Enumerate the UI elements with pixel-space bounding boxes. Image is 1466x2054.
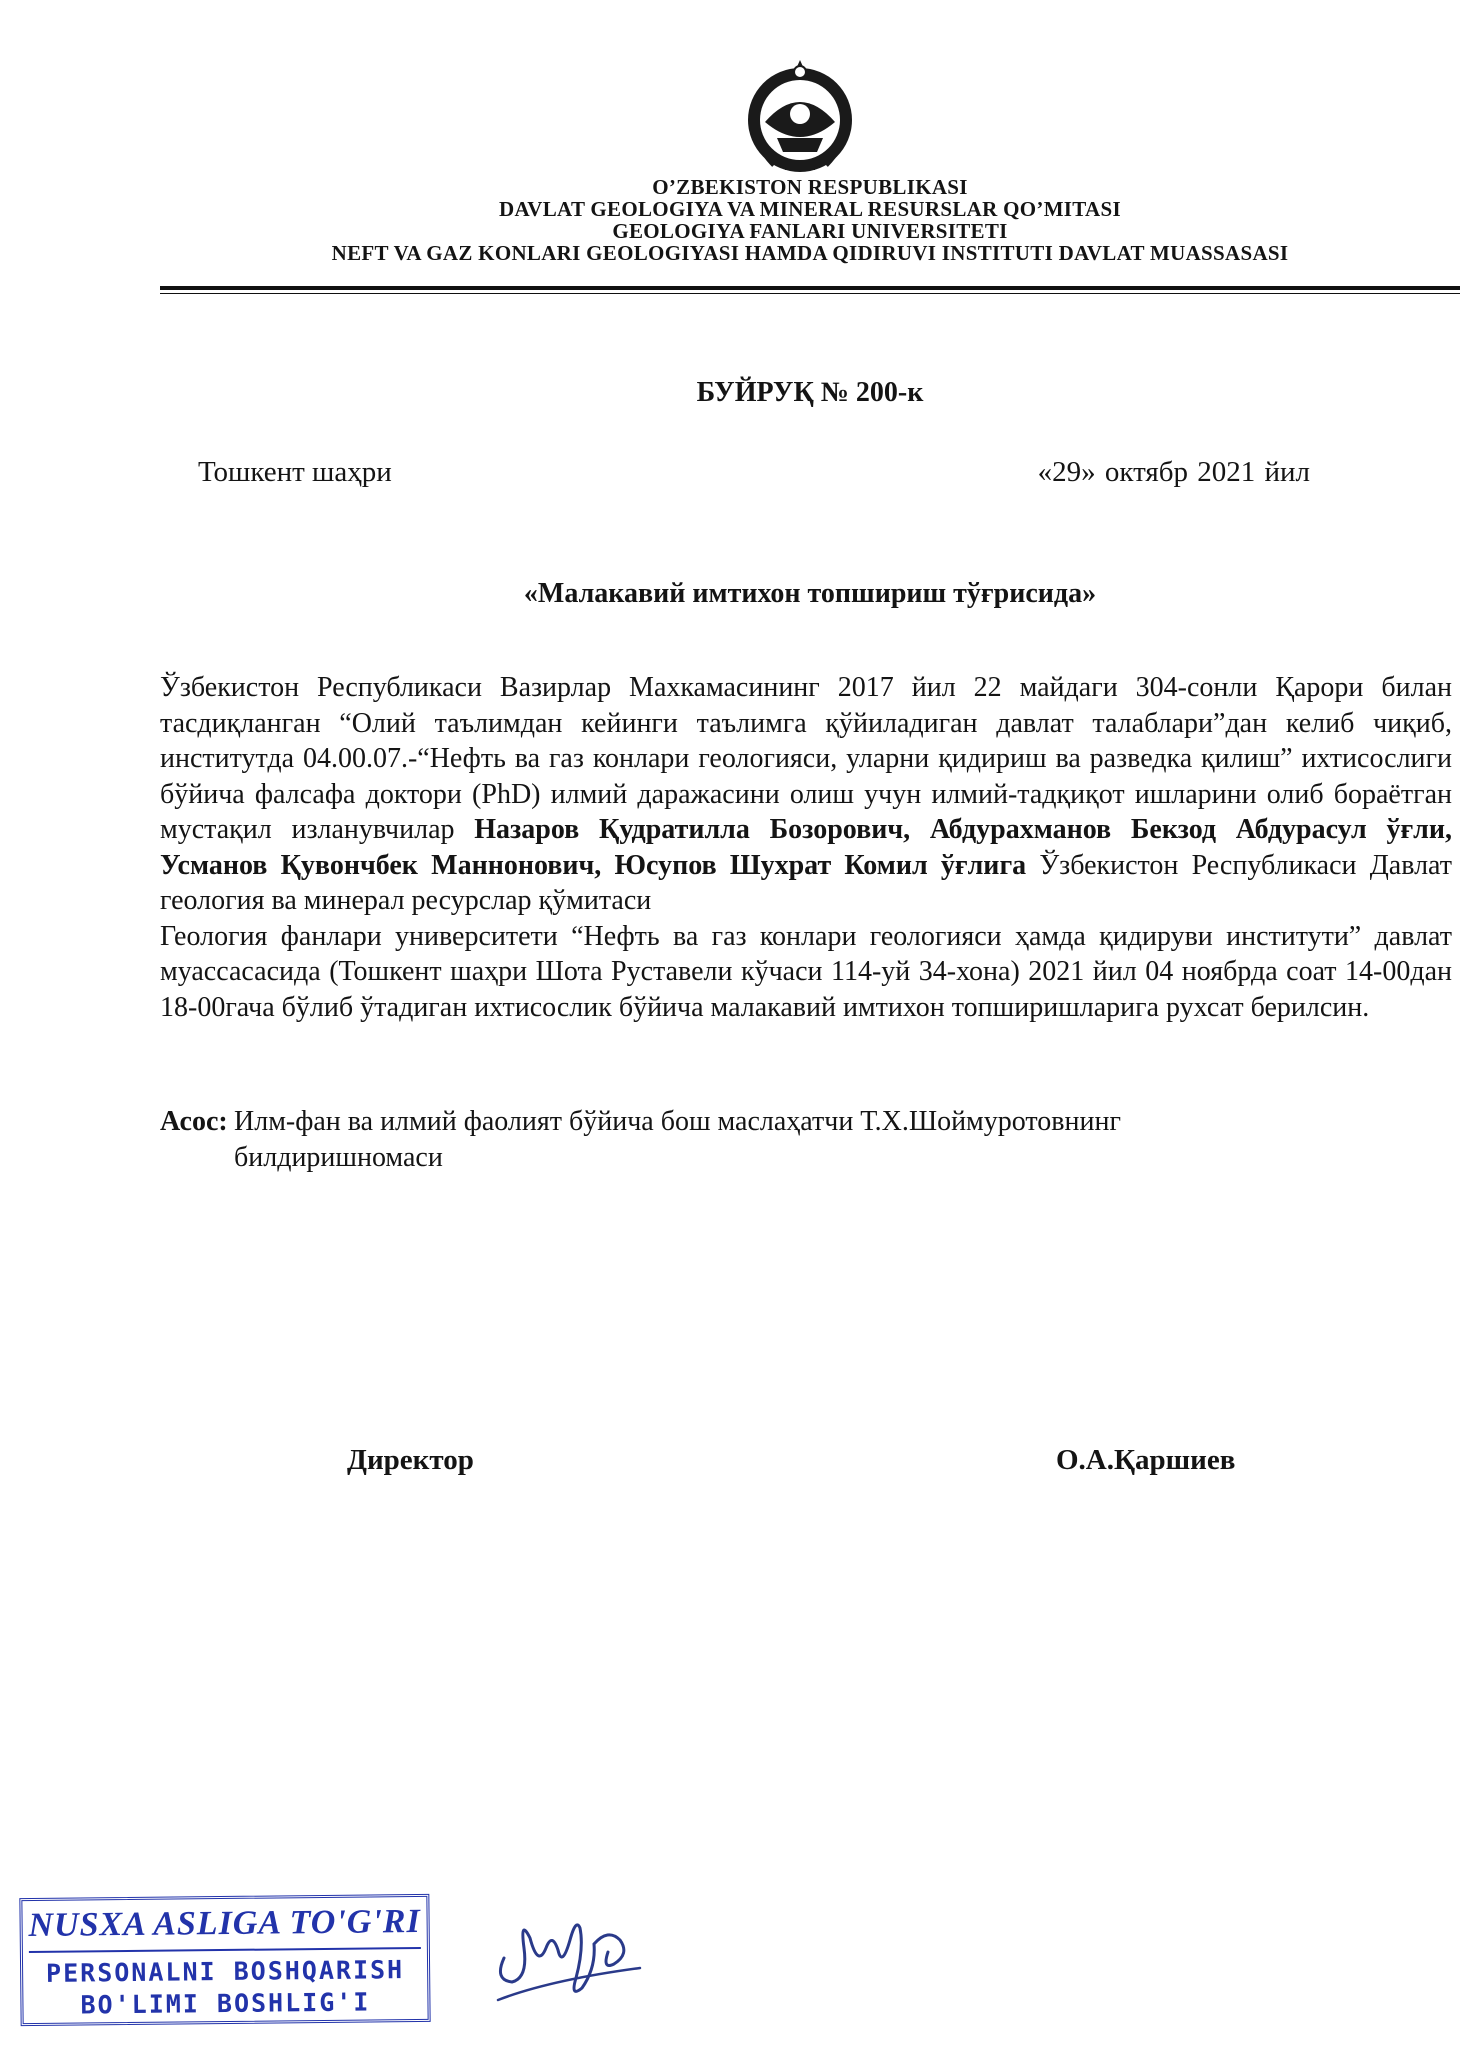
stamp-line-2: PERSONALNI BOSHQARISH: [45, 1955, 405, 1988]
order-title: БУЙРУҚ № 200-к: [696, 377, 924, 408]
stamp-line-3: BO'LIMI BOSHLIG'I: [80, 1987, 371, 2020]
header-divider: [160, 286, 1460, 290]
handwritten-signature: [490, 1888, 650, 2008]
signatory-name: О.А.Қаршиев: [1056, 1444, 1236, 1476]
body-text-intro: Ўзбекистон Республикаси Вазирлар Махкамасининг 2017 йил 22 майдаги 304-сонли Қарори билан тасдиқланган “Олий таълимдан кейинги таълимга қўйиладиган давлат талаблари”дан келиб чиқиб, институтда 04.00.07.-“Нефть ва газ конлари геологияси, уларни қидириш ва разведка қилиш” ихтисослиги бўйича фалсафа доктори (PhD) илмий даражасини олиш учун илмий-тадқиқот ишларини олиб бораётган мустақил изланувчилар: [160, 672, 1452, 845]
order-subject: «Малакавий имтихон топшириш тўғрисида»: [523, 578, 1097, 609]
order-body: [160, 670, 1452, 1025]
header-line: GEOLOGIYA FANLARI UNIVERSITETI: [612, 219, 1008, 243]
institution-header: [160, 176, 1460, 264]
header-line: DAVLAT GEOLOGIYA VA MINERAL RESURSLAR QO’MITASI: [499, 197, 1121, 221]
header-line: NEFT VA GAZ KONLARI GEOLOGIYASI HAMDA QIDIRUVI INSTITUTI DAVLAT MUASSASASI: [331, 241, 1289, 265]
state-emblem-icon: [735, 52, 865, 182]
basis-line-1: Илм-фан ва илмий фаолият бўйича бош маслаҳатчи Т.Х.Шоймуротовнинг: [234, 1106, 1121, 1137]
order-city: Тошкент шаҳри: [198, 456, 392, 488]
order-date: «29» октябр 2021 йил: [1037, 456, 1310, 488]
order-basis: [160, 1104, 1310, 1175]
header-line: O’ZBEKISTON RESPUBLIKASI: [652, 175, 968, 199]
basis-line-2: билдиришномаси: [234, 1141, 443, 1173]
body-paragraph-1: [160, 670, 1452, 919]
signatory-position: Директор: [347, 1444, 474, 1476]
header-divider-thin: [160, 293, 1460, 294]
stamp-line-1: NUSXA ASLIGA TO'G'RI: [28, 1902, 421, 1945]
basis-label: Асос:: [160, 1106, 228, 1137]
stamp-divider: [29, 1947, 421, 1953]
applicant-names: Назаров Қудратилла Бозорович, Абдурахманов Бекзод Абдурасул ўғли, Усманов Қувончбек Маннонович, Юсупов Шухрат Комил ўғлига: [160, 814, 1452, 881]
body-text-committee: Ўзбекистон Республикаси Давлат геология ва минерал ресурслар қўмитаси: [160, 849, 1452, 916]
body-paragraph-2: Геология фанлари университети “Нефть ва газ конлари геологияси ҳамда қидируви институти” давлат муассасасида (Тошкент шаҳри Шота Руставели кўчаси 114-уй 34-хона) 2021 йил 04 ноябрда соат 14-00дан 18-00гача бўлиб ўтадиган ихтисослик бўйича малакавий имтихон топширишларига рухсат берилсин.: [160, 920, 1452, 1023]
certification-stamp: [19, 1894, 430, 2026]
